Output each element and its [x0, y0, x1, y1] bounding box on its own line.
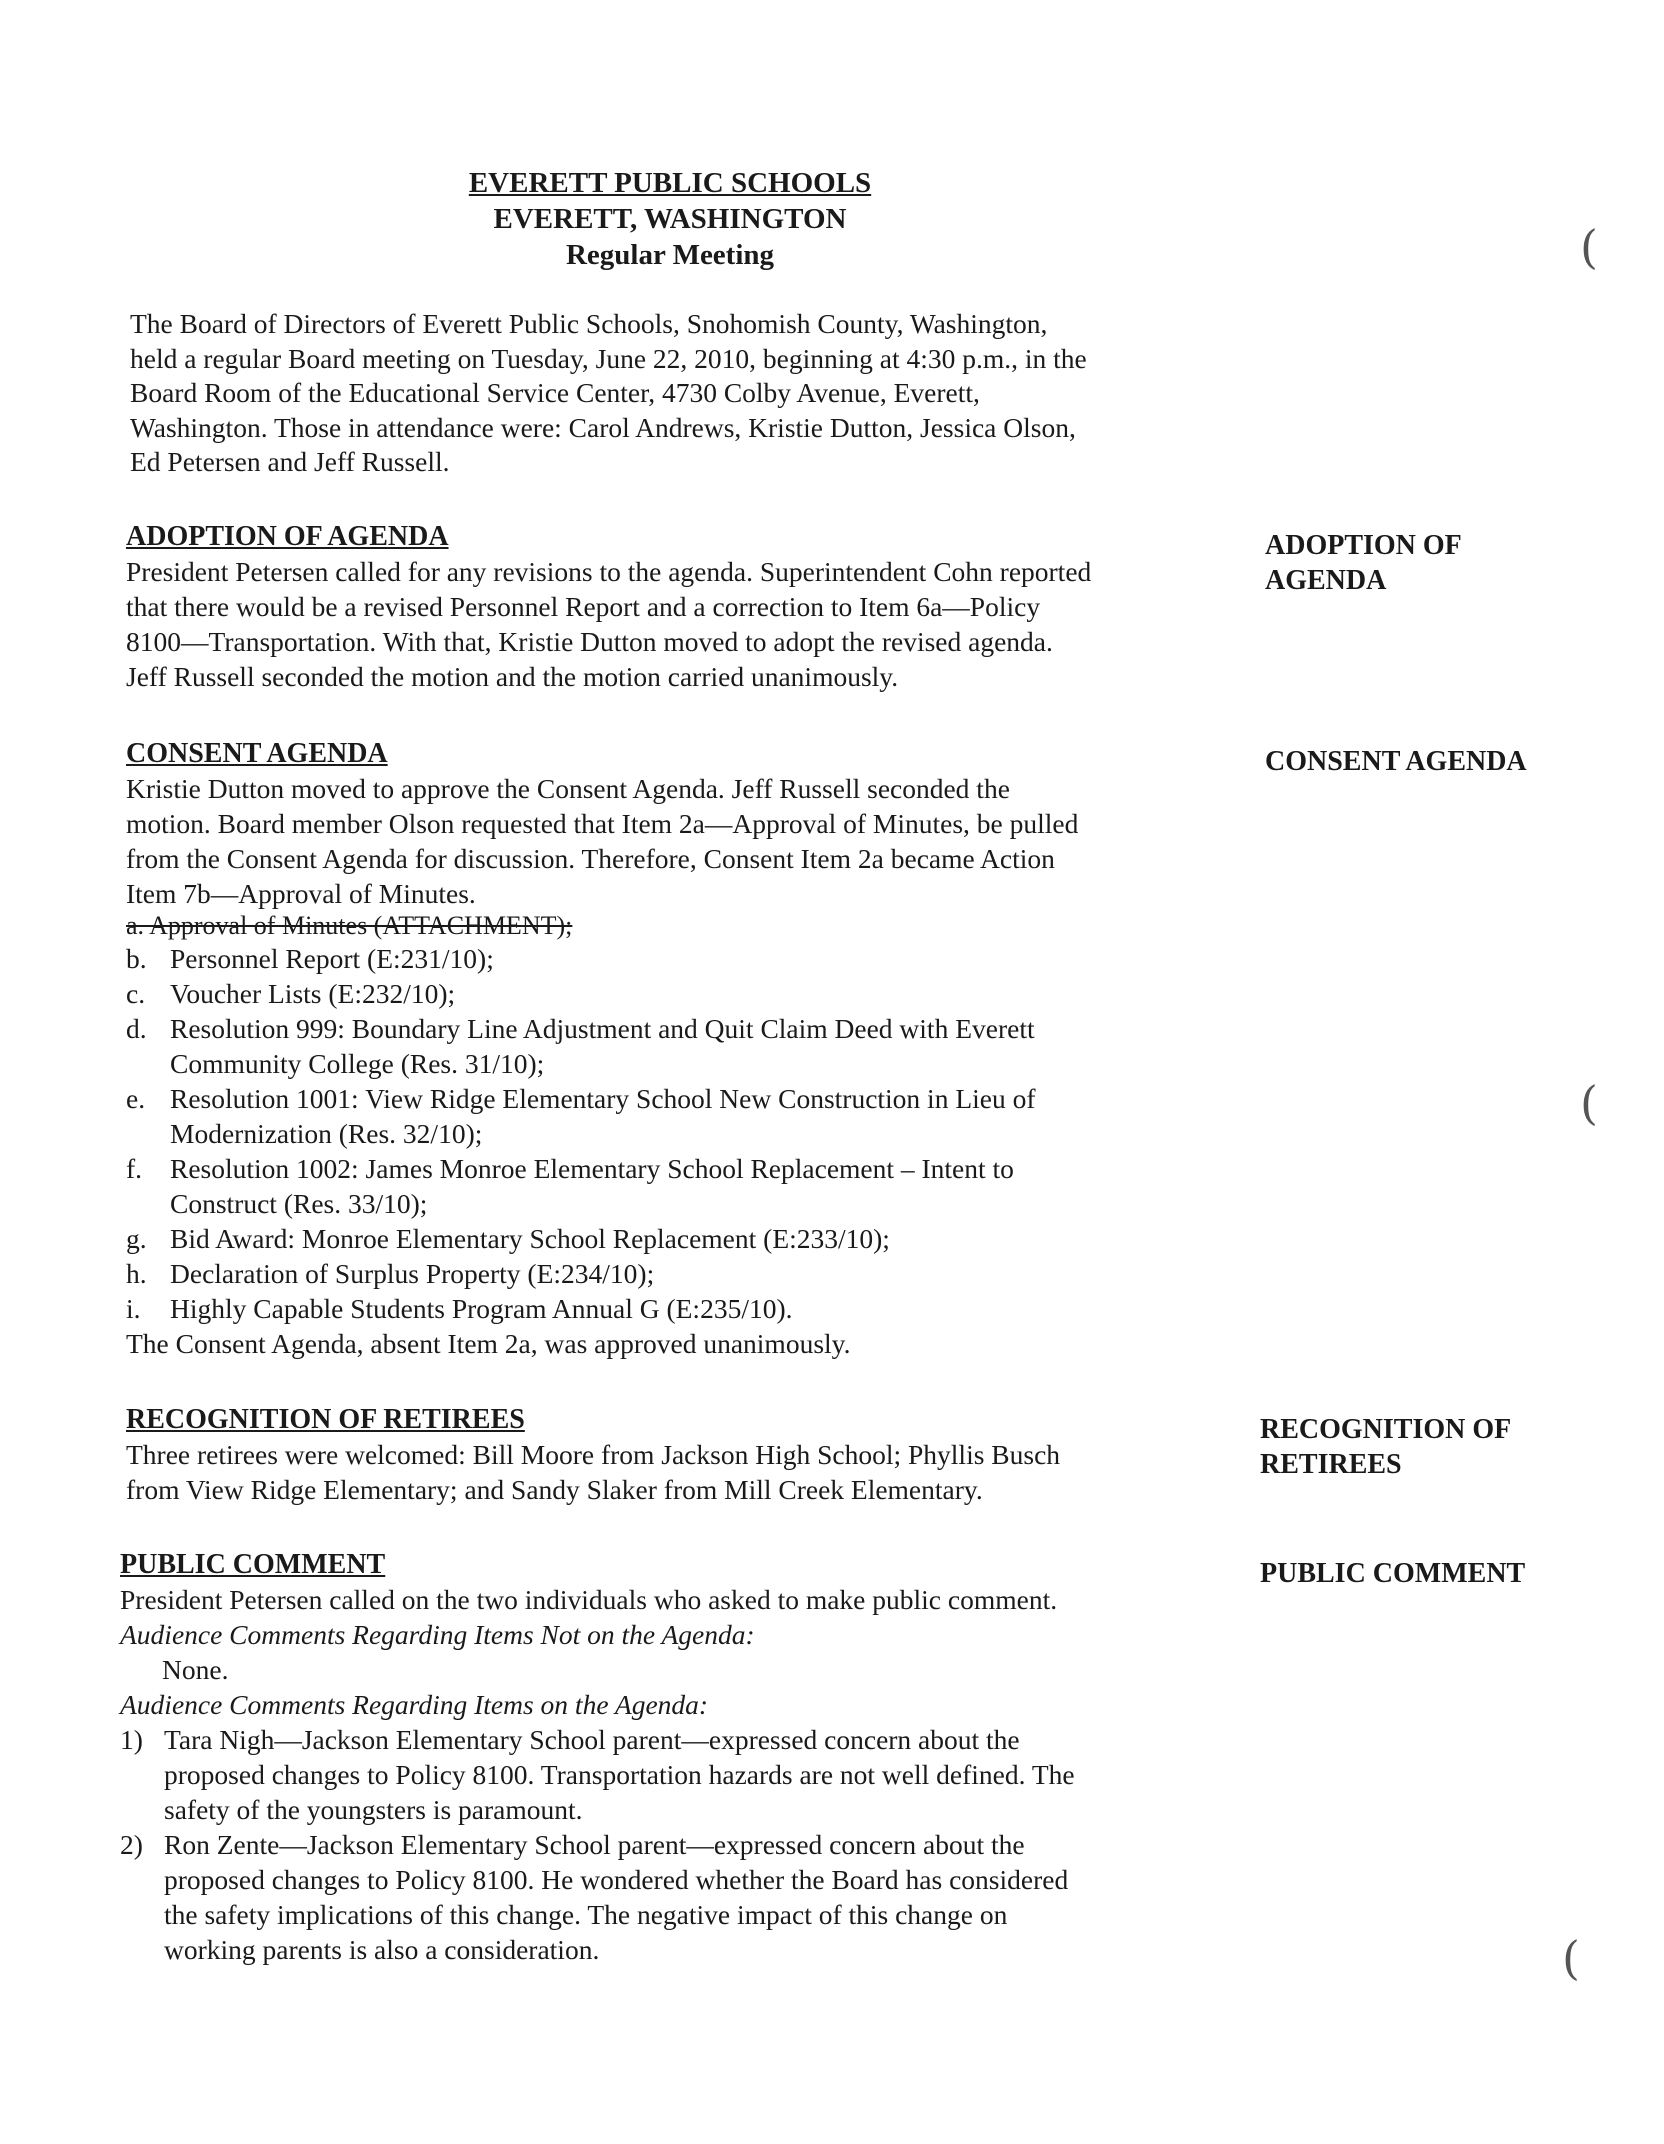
meeting-type: Regular Meeting: [565, 239, 775, 271]
section-line: Item 7b—Approval of Minutes.: [126, 878, 476, 909]
public-comment-section: [120, 1547, 1220, 1967]
intro-line: Board Room of the Educational Service Center, 4730 Colby Avenue, Everett,: [130, 377, 980, 408]
intro-line: Washington. Those in attendance were: Carol Andrews, Kristie Dutton, Jessica Olson,: [130, 411, 1076, 443]
section-line: Kristie Dutton moved to approve the Consent Agenda. Jeff Russell seconded the: [126, 773, 1010, 804]
list-marker: d.: [126, 1013, 147, 1044]
list-marker: 2): [120, 1829, 143, 1860]
intro-line: The Board of Directors of Everett Public Schools, Snohomish County, Washington,: [130, 308, 1048, 339]
section-heading: CONSENT AGENDA: [126, 738, 388, 769]
margin-label-line: ADOPTION OF: [1265, 530, 1462, 561]
margin-label-consent: [1265, 744, 1645, 779]
list-marker: e.: [126, 1083, 146, 1114]
list-item-text: Personnel Report (E:231/10);: [170, 943, 494, 974]
list-item-text: proposed changes to Policy 8100. Transportation hazards are not well defined. The: [164, 1759, 1075, 1790]
list-item-text: Ron Zente—Jackson Elementary School parent—expressed concern about the: [164, 1829, 1025, 1860]
list-item-text: safety of the youngsters is paramount.: [164, 1794, 583, 1825]
adoption-of-agenda-section: [126, 519, 1226, 694]
section-line: from the Consent Agenda for discussion. Therefore, Consent Item 2a became Action: [126, 843, 1055, 874]
struck-item: a. Approval of Minutes (ATTACHMENT);: [126, 911, 573, 940]
section-line: motion. Board member Olson requested that Item 2a—Approval of Minutes, be pulled: [126, 808, 1079, 839]
intro-line: Ed Petersen and Jeff Russell.: [130, 446, 450, 477]
margin-label-line: RETIREES: [1260, 1449, 1402, 1480]
list-item: [120, 1722, 1220, 1827]
subsection-heading: Audience Comments Regarding Items on the Agenda:: [120, 1689, 709, 1720]
list-item-text: the safety implications of this change. The negative impact of this change on: [164, 1899, 1008, 1930]
list-marker: c.: [126, 978, 146, 1009]
list-item: [126, 1291, 1226, 1326]
list-marker: f.: [126, 1153, 143, 1184]
list-item: [126, 976, 1226, 1011]
section-line: Three retirees were welcomed: Bill Moore from Jackson High School; Phyllis Busch: [126, 1439, 1061, 1470]
list-marker: 1): [120, 1724, 143, 1755]
section-line: President Petersen called on the two individuals who asked to make public comment.: [120, 1584, 1058, 1615]
list-item: [126, 1256, 1226, 1291]
list-item-text: Community College (Res. 31/10);: [170, 1048, 545, 1079]
list-item-text: Modernization (Res. 32/10);: [170, 1118, 483, 1149]
margin-paren-mark: (: [1580, 220, 1598, 274]
margin-paren-mark: (: [1562, 1931, 1580, 1985]
consent-agenda-section: [126, 736, 1226, 1361]
section-line: from View Ridge Elementary; and Sandy Slaker from Mill Creek Elementary.: [126, 1474, 983, 1505]
section-line: that there would be a revised Personnel Report and a correction to Item 6a—Policy: [126, 591, 1041, 622]
margin-label-line: RECOGNITION OF: [1260, 1414, 1512, 1445]
subsection-heading: Audience Comments Regarding Items Not on the Agenda:: [120, 1619, 755, 1650]
list-item-text: Voucher Lists (E:232/10);: [170, 978, 456, 1009]
margin-label-adoption: [1265, 528, 1645, 598]
list-item: [126, 1221, 1226, 1256]
intro-paragraph: [130, 307, 1220, 480]
list-item-text: proposed changes to Policy 8100. He wondered whether the Board has considered: [164, 1864, 1069, 1895]
list-item-text: Bid Award: Monroe Elementary School Replacement (E:233/10);: [170, 1223, 890, 1254]
section-line: Jeff Russell seconded the motion and the motion carried unanimously.: [126, 661, 899, 692]
margin-label-line: AGENDA: [1265, 565, 1387, 596]
section-heading: ADOPTION OF AGENDA: [126, 521, 449, 552]
section-heading: PUBLIC COMMENT: [120, 1549, 386, 1580]
list-item-text: Tara Nigh—Jackson Elementary School parent—expressed concern about the: [164, 1724, 1020, 1755]
list-item-text: Declaration of Surplus Property (E:234/10);: [170, 1258, 655, 1289]
district-location: EVERETT, WASHINGTON: [493, 203, 847, 235]
list-item: [120, 1827, 1220, 1967]
recognition-of-retirees-section: [126, 1402, 1226, 1507]
consent-items-list: [126, 941, 1226, 1326]
list-item: [126, 1011, 1226, 1081]
margin-label-line: CONSENT AGENDA: [1265, 746, 1527, 777]
section-line: The Consent Agenda, absent Item 2a, was approved unanimously.: [126, 1328, 851, 1359]
list-item-text: Resolution 1001: View Ridge Elementary School New Construction in Lieu of: [170, 1083, 1036, 1114]
document-header: [330, 165, 1010, 273]
list-item-text: Construct (Res. 33/10);: [170, 1188, 428, 1219]
list-marker: g.: [126, 1223, 147, 1254]
list-item-text: Highly Capable Students Program Annual G (E:235/10).: [170, 1293, 793, 1324]
list-marker: i.: [126, 1293, 141, 1324]
section-line: President Petersen called for any revisions to the agenda. Superintendent Cohn reported: [126, 556, 1092, 587]
list-item: [126, 1081, 1226, 1151]
section-line: None.: [162, 1654, 229, 1685]
section-heading: RECOGNITION OF RETIREES: [126, 1404, 525, 1435]
public-comments-list: [120, 1722, 1220, 1967]
list-item-text: working parents is also a consideration.: [164, 1934, 600, 1965]
list-item-text: Resolution 999: Boundary Line Adjustment and Quit Claim Deed with Everett: [170, 1013, 1035, 1044]
list-item-text: Resolution 1002: James Monroe Elementary School Replacement – Intent to: [170, 1153, 1014, 1184]
list-item: [126, 941, 1226, 976]
intro-line: held a regular Board meeting on Tuesday, June 22, 2010, beginning at 4:30 p.m., in the: [130, 342, 1087, 374]
margin-label-public-comment: [1260, 1556, 1640, 1591]
margin-paren-mark: (: [1580, 1076, 1598, 1130]
margin-label-retirees: [1260, 1412, 1640, 1482]
list-item: [126, 1151, 1226, 1221]
margin-label-line: PUBLIC COMMENT: [1260, 1558, 1526, 1589]
section-line: 8100—Transportation. With that, Kristie Dutton moved to adopt the revised agenda.: [126, 626, 1053, 657]
district-name: EVERETT PUBLIC SCHOOLS: [468, 167, 872, 199]
list-marker: h.: [126, 1258, 147, 1289]
list-marker: b.: [126, 943, 147, 974]
